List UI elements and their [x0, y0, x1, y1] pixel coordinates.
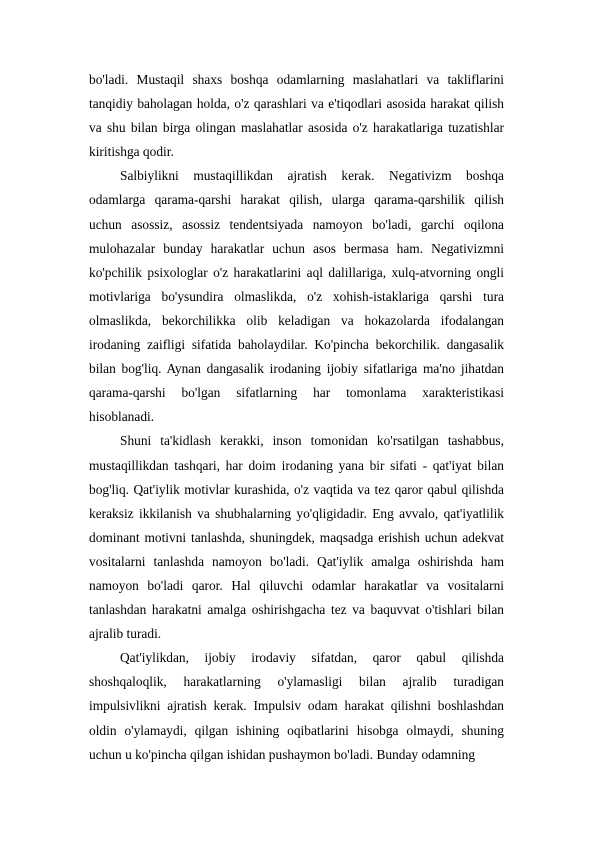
paragraph: Salbiylikni mustaqillikdan ajratish kerak. Negativizm boshqa odamlarga qarama-qarshi harakat qilish, ularga qarama-qarshilik qilish uchun asossiz, asossiz tendentsiyada namoyon bo'ladi, garchi oqilona mulohazalar bunday harakatlar uchun asos bermasa ham. Negativizmni ko'pchilik psixologlar o'z harakatlarini aql dalillariga, xulq-atvorning ongli motivlariga bo'ysundira olmaslikda, o'z xohish-istaklariga qarshi tura olmaslikda, bekorchilikka olib keladigan va hokazolarda ifodalangan irodaning zaifligi sifatida baholaydilar. Ko'pincha bekorchilik. dangasalik bilan bog'liq. Aynan dangasalik irodaning ijobiy sifatlariga ma'no jihatdan qarama-qarshi bo'lgan sifatlarning har tomonlama xarakteristikasi hisoblanadi.: [89, 168, 504, 425]
paragraph: Shuni ta'kidlash kerakki, inson tomonidan ko'rsatilgan tashabbus, mustaqillikdan tashqari, har doim irodaning yana bir sifati - qat'iyat bilan bog'liq. Qat'iylik motivlar kurashida, o'z vaqtida va tez qaror qabul qilishda keraksiz ikkilanish va shubhalarning yo'qligidadir. Eng avvalo, qat'iyatlilik dominant motivni tanlashda, shuningdek, maqsadga erishish uchun adekvat vositalarni tanlashda namoyon bo'ladi. Qat'iylik amalga oshirishda ham namoyon bo'ladi qaror. Hal qiluvchi odamlar harakatlar va vositalarni tanlashdan harakatni amalga oshirishgacha tez va baquvvat o'tishlari bilan ajralib turadi.: [89, 433, 504, 642]
paragraph: Qat'iylikdan, ijobiy irodaviy sifatdan, qaror qabul qilishda shoshqaloqlik, harakatlarning o'ylamasligi bilan ajralib turadigan impulsivlikni ajratish kerak. Impulsiv odam harakat qilishni boshlashdan oldin o'ylamaydi, qilgan ishining oqibatlarini hisobga olmaydi, shuning uchun u ko'pincha qilgan ishidan pushaymon bo'ladi. Bunday odamning: [89, 650, 504, 762]
paragraph: bo'ladi. Mustaqil shaxs boshqa odamlarning maslahatlari va takliflarini tanqidiy baholagan holda, o'z qarashlari va e'tiqodlari asosida harakat qilish va shu bilan birga olingan maslahatlar asosida o'z harakatlariga tuzatishlar kiritishga qodir.: [89, 72, 504, 160]
document-page: [89, 68, 504, 767]
